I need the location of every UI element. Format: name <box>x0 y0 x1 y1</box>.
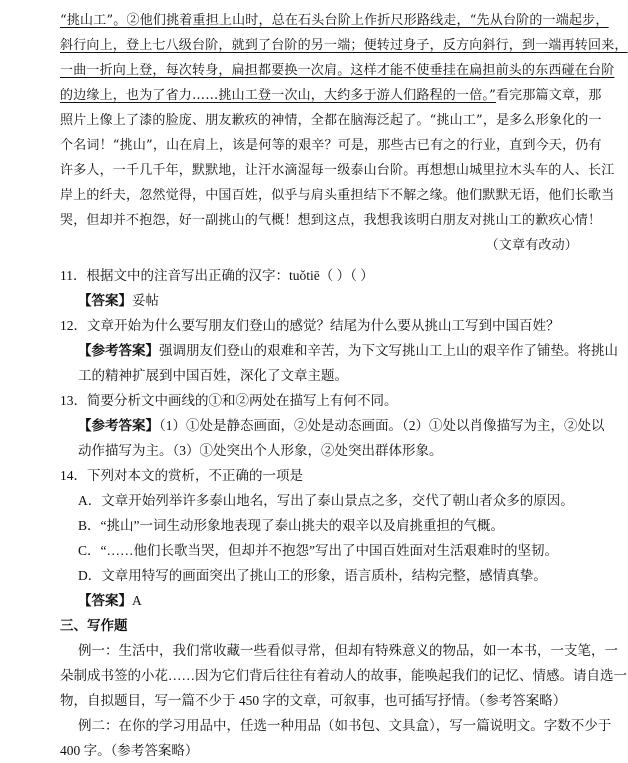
answer-11 <box>78 288 578 313</box>
option-b: B．“挑山”一词生动形象地表现了泰山挑夫的艰辛以及肩挑重担的气概。 <box>78 518 504 533</box>
answer-label: 【参考答案】 <box>78 418 159 433</box>
passage-text: 看完那篇文章，那 <box>495 88 602 103</box>
question-11: 11．根据文中的注音写出正确的汉字：tuǒtiē（ ）（ ） <box>60 268 374 283</box>
passage-line: “挑山工”。②他们挑着重担上山时，总在石头台阶上作折尺形路线走，“先从台阶的一端起步， <box>60 13 609 28</box>
underlined-text: 的边缘上，也为了省力……挑山工登一次山，大约多于游人们路程的一倍。” <box>60 88 496 103</box>
answer-13-cont: 动作描写为主。（3）①处突出个人形象，②处突出群体形象。 <box>78 443 443 458</box>
answer-text: 妥帖 <box>132 293 159 308</box>
passage-line: 许多人，一千几千年，默默地，让汗水滴湿每一级泰山台阶。再想想山城里拉木头车的人、长江 <box>60 163 615 178</box>
answer-label: 【答案】 <box>78 593 132 608</box>
option-a: A．文章开始列举许多泰山地名，写出了泰山景点之多，交代了朝山者众多的原因。 <box>78 493 574 508</box>
passage-line <box>60 83 602 108</box>
question-14: 14．下列对本文的赏析，不正确的一项是 <box>60 468 303 483</box>
example-1: 例一：生活中，我们常收藏一些看似寻常，但却有特殊意义的物品，如一本书，一支笔，一 <box>78 643 618 658</box>
option-d: D．文章用特写的画面突出了挑山工的形象，语言质朴，结构完整，感情真挚。 <box>78 568 547 583</box>
section-heading: 三、写作题 <box>60 618 128 633</box>
passage-line: 岸上的纤夫，忽然觉得，中国百姓，似乎与肩头重担结下不解之缘。他们默默无语，他们长歌当 <box>60 188 615 203</box>
answer-label: 【参考答案】 <box>78 343 159 358</box>
passage-source: （文章有改动） <box>485 238 578 253</box>
passage-line: 斜行向上，登上七八级台阶，就到了台阶的另一端；便转过身子，反方向斜行，到一端再转回来， <box>60 38 628 53</box>
example-2: 例二：在你的学习用品中，任选一种用品（如书包、文具盒），写一篇说明文。字数不少于 <box>78 718 612 733</box>
answer-14 <box>78 588 578 613</box>
question-13: 13．简要分析文中画线的①和②两处在描写上有何不同。 <box>60 393 398 408</box>
answer-text: A <box>132 593 142 608</box>
example-2-cont: 400 字。（参考答案略） <box>60 743 199 758</box>
example-1-cont: 物，自拟题目，写一篇不少于 450 字的文章，可叙事，也可插写抒情。（参考答案略） <box>60 693 567 708</box>
passage-line: 一曲一折向上登，每次转身，扁担都要换一次肩。这样才能不使垂挂在扁担前头的东西碰在台阶 <box>60 63 615 78</box>
answer-text: （1）①处是静态画面，②处是动态画面。（2）①处以肖像描写为主，②处以 <box>159 418 605 433</box>
passage-line: 个名词！“挑山”，山在肩上，该是何等的艰辛？可是，那些古已有之的行业，直到今天，仍有 <box>60 138 602 153</box>
answer-13 <box>78 413 605 438</box>
passage-line: 哭，但却并不抱怨，好一副挑山的气概！想到这点，我想我该明白朋友对挑山工的歉疚心情！ <box>60 213 602 228</box>
answer-12 <box>78 338 618 363</box>
answer-text: 强调朋友们登山的艰难和辛苦，为下文写挑山工上山的艰辛作了铺垫。将挑山 <box>159 343 618 358</box>
example-1-cont: 朵制成书签的小花……因为它们背后往往有着动人的故事，能唤起我们的记忆、情感。请自选一 <box>60 668 627 683</box>
passage-line: 照片上像上了漆的脸庞、朋友歉疚的神情，全都在脑海泛起了。“挑山工”，是多么形象化的一 <box>60 113 602 128</box>
option-c: C．“……他们长歌当哭，但却并不抱怨”写出了中国百姓面对生活艰难时的坚韧。 <box>78 543 558 558</box>
question-12: 12．文章开始为什么要写朋友们登山的感觉？结尾为什么要从挑山工写到中国百姓？ <box>60 318 560 333</box>
answer-label: 【答案】 <box>78 293 132 308</box>
answer-12-cont: 工的精神扩展到中国百姓，深化了文章主题。 <box>78 368 348 383</box>
